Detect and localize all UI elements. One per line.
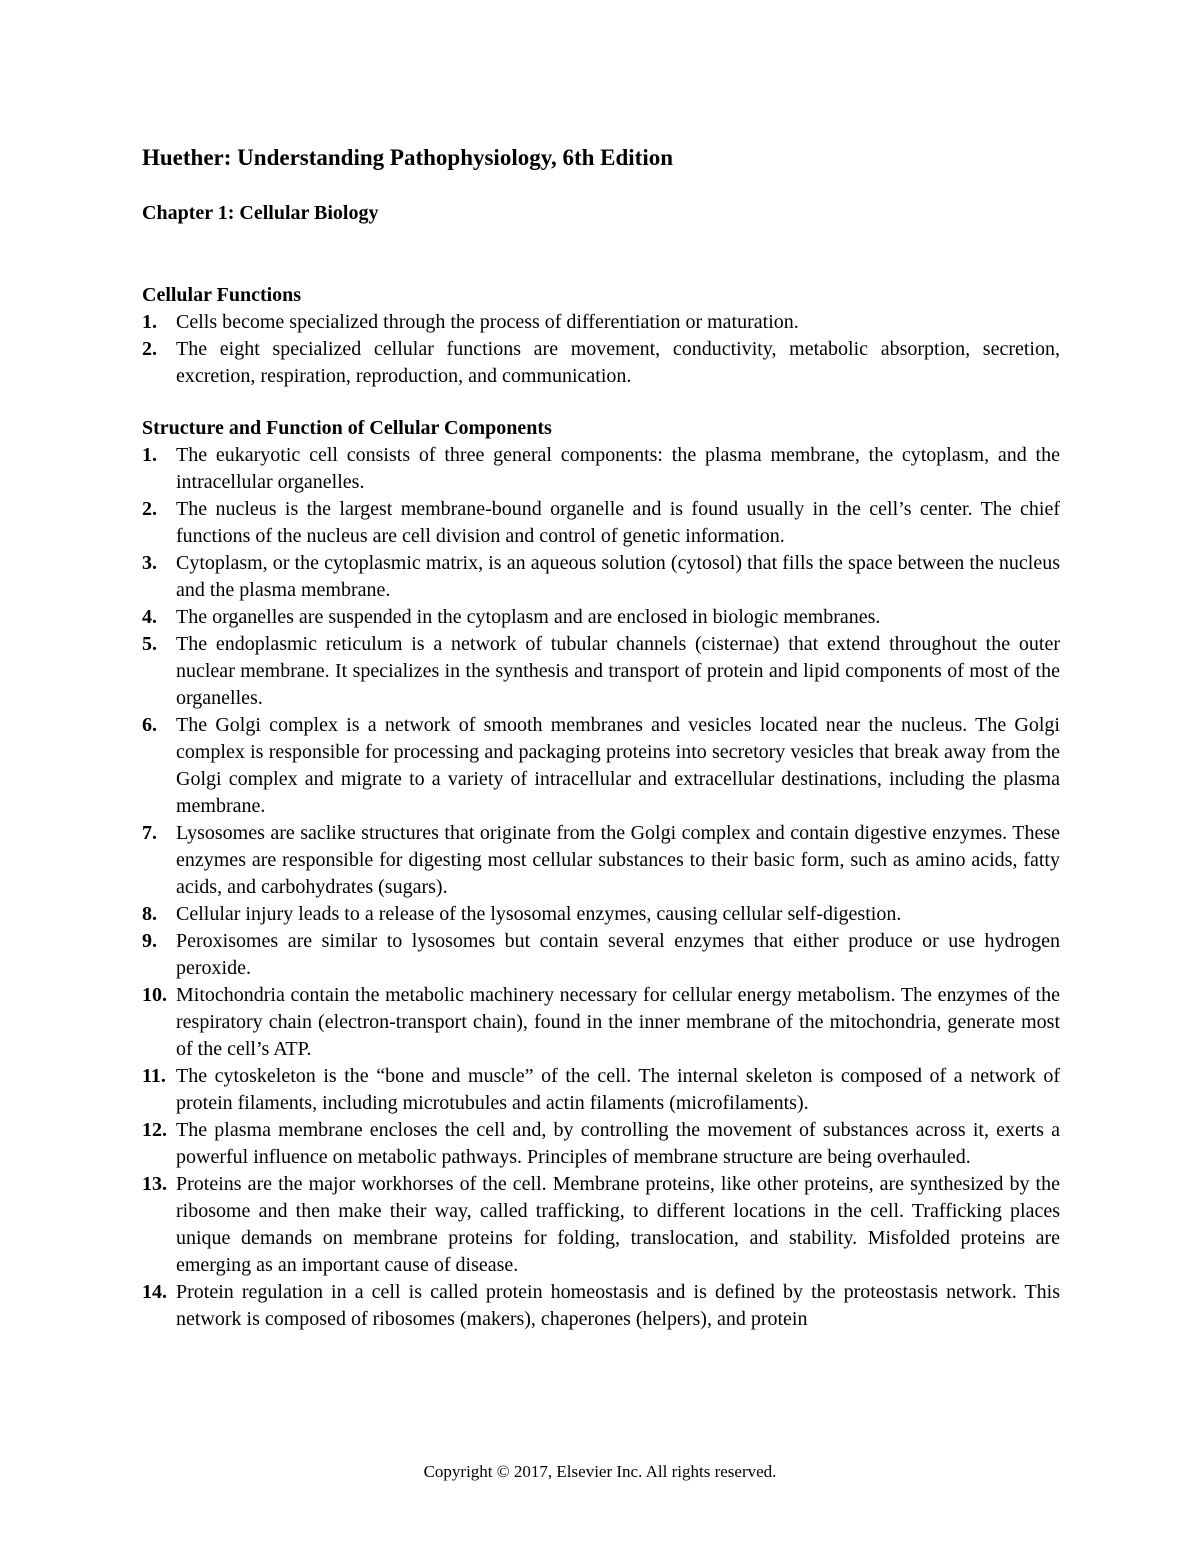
list-item xyxy=(142,1117,1060,1171)
item-number: 2. xyxy=(142,338,157,360)
item-number: 5. xyxy=(142,633,157,655)
numbered-list xyxy=(142,442,1060,1333)
list-item xyxy=(142,442,1060,496)
item-number: 10. xyxy=(142,984,167,1006)
chapter-title: Chapter 1: Cellular Biology xyxy=(142,202,379,224)
item-number: 4. xyxy=(142,606,157,628)
item-text: The plasma membrane encloses the cell and, by controlling the movement of substances across it, exerts a powerful influence on metabolic pathways. Principles of membrane structure are being overhauled. xyxy=(176,1119,1060,1168)
item-text: Cytoplasm, or the cytoplasmic matrix, is an aqueous solution (cytosol) that fills the space between the nucleus and the plasma membrane. xyxy=(176,552,1060,601)
list-item xyxy=(142,712,1060,820)
list-item xyxy=(142,604,1060,631)
list-item xyxy=(142,631,1060,712)
list-item xyxy=(142,1063,1060,1117)
section-cellular-functions xyxy=(142,282,1060,390)
section-heading: Cellular Functions xyxy=(142,284,302,306)
item-text: Protein regulation in a cell is called protein homeostasis and is defined by the proteostasis network. This network is composed of ribosomes (makers), chaperones (helpers), and protein xyxy=(176,1281,1060,1330)
item-text: Cells become specialized through the process of differentiation or maturation. xyxy=(176,311,799,333)
item-text: Mitochondria contain the metabolic machinery necessary for cellular energy metabolism. The enzymes of the respiratory chain (electron-transport chain), found in the inner membrane of the mitochondria, generate most of the cell’s ATP. xyxy=(176,984,1060,1060)
item-text: The Golgi complex is a network of smooth membranes and vesicles located near the nucleus. The Golgi complex is responsible for processing and packaging proteins into secretory vesicles that break away from the Golgi complex and migrate to a variety of intracellular and extracellular destinations, including the plasma membrane. xyxy=(176,714,1060,817)
section-heading: Structure and Function of Cellular Components xyxy=(142,417,552,439)
item-text: The cytoskeleton is the “bone and muscle” of the cell. The internal skeleton is composed of a network of protein filaments, including microtubules and actin filaments (microfilaments). xyxy=(176,1065,1060,1114)
item-number: 11. xyxy=(142,1065,166,1087)
list-item xyxy=(142,1279,1060,1333)
item-text: The eukaryotic cell consists of three general components: the plasma membrane, the cytoplasm, and the intracellular organelles. xyxy=(176,444,1060,493)
section-structure-and-function xyxy=(142,415,1060,1333)
item-text: Peroxisomes are similar to lysosomes but contain several enzymes that either produce or use hydrogen peroxide. xyxy=(176,930,1060,979)
item-number: 8. xyxy=(142,903,157,925)
item-text: The nucleus is the largest membrane-bound organelle and is found usually in the cell’s center. The chief functions of the nucleus are cell division and control of genetic information. xyxy=(176,498,1060,547)
item-text: The endoplasmic reticulum is a network of tubular channels (cisternae) that extend throughout the outer nuclear membrane. It specializes in the synthesis and transport of protein and lipid components of most of the organelles. xyxy=(176,633,1060,709)
item-number: 7. xyxy=(142,822,157,844)
list-item xyxy=(142,550,1060,604)
item-text: Lysosomes are saclike structures that originate from the Golgi complex and contain digestive enzymes. These enzymes are responsible for digesting most cellular substances to their basic form, such as amino acids, fatty acids, and carbohydrates (sugars). xyxy=(176,822,1060,898)
list-item xyxy=(142,1171,1060,1279)
list-item xyxy=(142,309,1060,336)
item-text: Proteins are the major workhorses of the cell. Membrane proteins, like other proteins, are synthesized by the ribosome and then make their way, called trafficking, to different locations in the cell. Trafficking places unique demands on membrane proteins for folding, translocation, and stability. Misfolded proteins are emerging as an important cause of disease. xyxy=(176,1173,1060,1276)
copyright-footer: Copyright © 2017, Elsevier Inc. All rights reserved. xyxy=(423,1462,777,1481)
list-item xyxy=(142,336,1060,390)
list-item xyxy=(142,901,1060,928)
numbered-list xyxy=(142,309,1060,390)
list-item xyxy=(142,496,1060,550)
item-number: 2. xyxy=(142,498,157,520)
item-text: The organelles are suspended in the cytoplasm and are enclosed in biologic membranes. xyxy=(176,606,881,628)
item-number: 9. xyxy=(142,930,157,952)
list-item xyxy=(142,928,1060,982)
item-number: 13. xyxy=(142,1173,167,1195)
item-text: Cellular injury leads to a release of the lysosomal enzymes, causing cellular self-digestion. xyxy=(176,903,902,925)
item-number: 3. xyxy=(142,552,157,574)
book-title: Huether: Understanding Pathophysiology, 6th Edition xyxy=(142,145,674,170)
list-item xyxy=(142,982,1060,1063)
item-number: 12. xyxy=(142,1119,167,1141)
item-number: 1. xyxy=(142,444,157,466)
item-text: The eight specialized cellular functions are movement, conductivity, metabolic absorption, secretion, excretion, respiration, reproduction, and communication. xyxy=(176,338,1060,387)
item-number: 14. xyxy=(142,1281,167,1303)
list-item xyxy=(142,820,1060,901)
item-number: 1. xyxy=(142,311,157,333)
item-number: 6. xyxy=(142,714,157,736)
